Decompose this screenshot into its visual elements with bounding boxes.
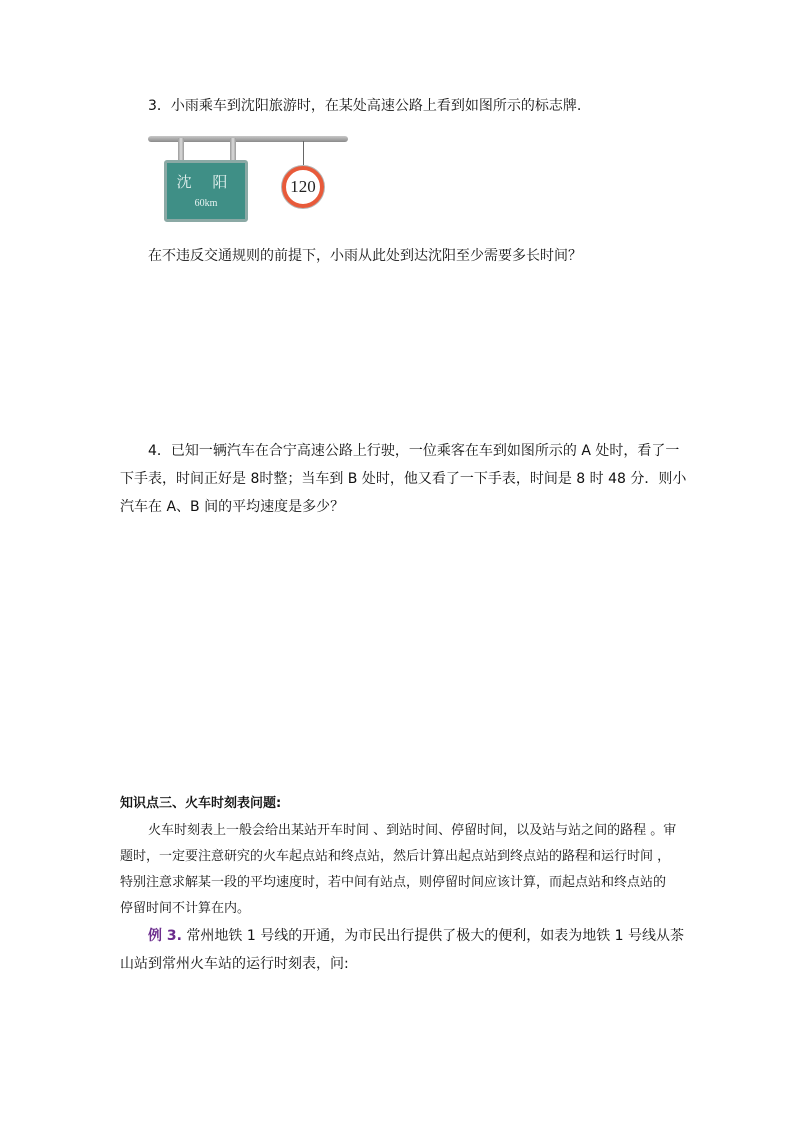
question-4-line-3: 汽车在 A、B 间的平均速度是多少？	[120, 499, 345, 515]
sign-distance: 60km	[194, 198, 218, 209]
knowledge-para-line-3: 特别注意求解某一段的平均速度时，若中间有站点，则停留时间应该计算，而起点站和终点站的	[120, 875, 667, 890]
knowledge-para-line-1: 火车时刻表上一般会给出某站开车时间 、到站时间、停留时间，以及站与站之间的路程 。审	[148, 823, 677, 838]
road-sign-illustration	[148, 136, 352, 228]
sign-clamp-left	[178, 138, 184, 160]
question-4-line-2: 下手表，时间正好是 8时整；当车到 B 处时，他又看了一下手表，时间是 8 时 48 分．则小	[120, 471, 687, 487]
knowledge-para-line-2: 题时，一定要注意研究的火车起点站和终点站，然后计算出起点站到终点站的路程和运行时间 ，	[120, 849, 671, 864]
sign-clamp-right	[230, 138, 236, 160]
question-4-line-1: 4．已知一辆汽车在合宁高速公路上行驶，一位乘客在车到如图所示的 A 处时，看了一	[148, 443, 680, 459]
distance-sign-board	[164, 160, 248, 222]
sign-city-name: 沈 阳	[176, 173, 236, 191]
speed-sign-hanger	[303, 141, 304, 165]
knowledge-para-line-4: 停留时间不计算在内。	[120, 901, 251, 916]
question-3-ask: 在不违反交通规则的前提下，小雨从此处到达沈阳至少需要多长时间？	[148, 248, 582, 264]
question-3-text: 3．小雨乘车到沈阳旅游时，在某处高速公路上看到如图所示的标志牌.	[148, 98, 582, 114]
example-3-label: 例 3.	[148, 928, 182, 944]
knowledge-heading: 知识点三、火车时刻表问题:	[120, 796, 282, 811]
example-3-line-1	[148, 926, 684, 946]
speed-limit-sign: 120	[282, 166, 324, 208]
example-3-line-2: 山站到常州火车站的运行时刻表，问:	[120, 956, 349, 972]
example-3-text: 常州地铁 1 号线的开通，为市民出行提供了极大的便利，如表为地铁 1 号线从茶	[181, 928, 685, 944]
